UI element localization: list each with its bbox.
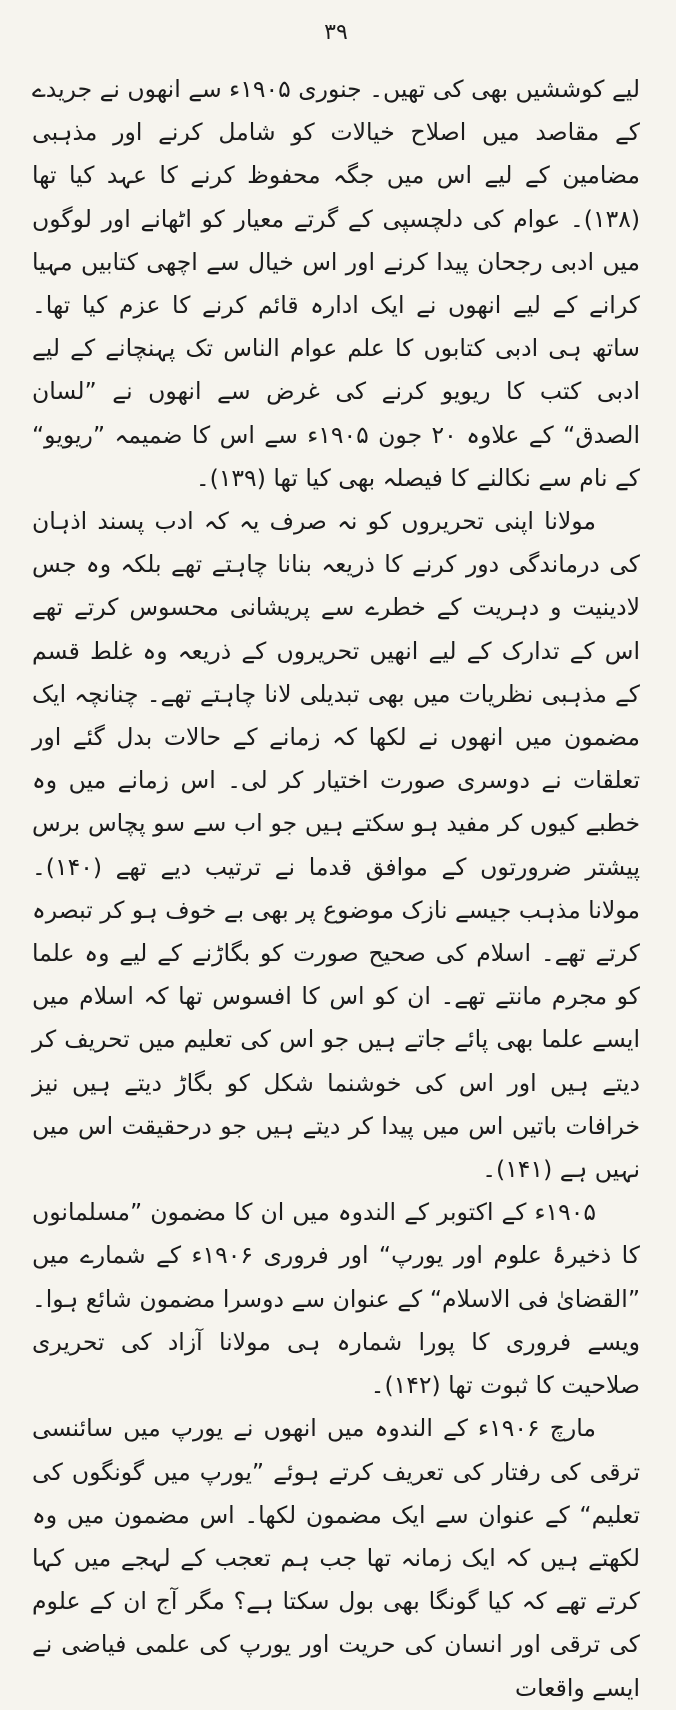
paragraph: مارچ ۱۹۰۶ء کے الندوہ میں انھوں نے یورپ میں سائنسی ترقی کی رفتار کی تعریف کرتے ہوئے ”یورپ میں گونگوں کی تعلیم“ کے عنوان سے ایک مضمون لکھا۔ اس مضمون میں وہ لکھتے ہیں کہ ایک زمانہ تھا جب ہم تعجب کے لہجے میں کہا کرتے تھے کہ کیا گونگا بھی بول سکتا ہے؟ مگر آج ان کے علوم کی ترقی اور انسان کی حریت اور یورپ کی علمی فیاضی نے ایسے واقعات — [32, 1414, 640, 1702]
page-number: ۳۹ — [324, 20, 348, 45]
paragraph: مولانا اپنی تحریروں کو نہ صرف یہ کہ ادب پسند اذہان کی درماندگی دور کرنے کا ذریعہ بنانا چاہتے تھے بلکہ وہ جس لادینیت و دہریت کے خطرے سے پریشانی محسوس کرتے تھے اس کے تدارک کے لیے انھیں تحریروں کے ذریعہ وہ غلط قسم کے مذہبی نظریات میں بھی تبدیلی لانا چاہتے تھے۔ چنانچہ ایک مضمون میں انھوں نے لکھا کہ زمانے کے حالات بدل گئے اور تعلقات نے دوسری صورت اختیار کر لی۔ اس زمانے میں وہ خطبے کیوں کر مفید ہو سکتے ہیں جو اب سے سو پچاس برس پیشتر ضرورتوں کے موافق قدما نے ترتیب دیے تھے (۱۴۰)۔ مولانا مذہب جیسے نازک موضوع پر بھی بے خوف ہو کر تبصرہ کرتے تھے۔ اسلام کی صحیح صورت کو بگاڑنے کے لیے وہ علما کو مجرم مانتے تھے۔ ان کو اس کا افسوس تھا کہ اسلام میں ایسے علما بھی پائے جاتے ہیں جو اس کی تعلیم میں تحریف کر دیتے ہیں اور اس کی خوشنما شکل کو بگاڑ دیتے ہیں نیز خرافات باتیں اس میں پیدا کر دیتے ہیں جو درحقیقت اس میں نہیں ہے (۱۴۱)۔ — [32, 507, 640, 1184]
paragraph: لیے کوششیں بھی کی تھیں۔ جنوری ۱۹۰۵ء سے انھوں نے جریدے کے مقاصد میں اصلاح خیالات کو شامل کرنے اور مذہبی مضامین کے لیے اس میں جگہ محفوظ کرنے کا عہد کیا تھا (۱۳۸)۔ عوام کی دلچسپی کے گرتے معیار کو اٹھانے اور لوگوں میں ادبی رجحان پیدا کرنے اور اس خیال سے اچھی کتابیں مہیا کرانے کے لیے انھوں نے ایک ادارہ قائم کرنے کا عزم کیا تھا۔ ساتھ ہی ادبی کتابوں کا علم عوام الناس تک پہنچانے کے لیے ادبی کتب کا ریویو کرنے کی غرض سے انھوں نے ”لسان الصدق“ کے علاوہ ۲۰ جون ۱۹۰۵ء سے اس کا ضمیمہ ”ریویو“ کے نام سے نکالنے کا فیصلہ بھی کیا تھا (۱۳۹)۔ — [32, 75, 640, 492]
body-text — [32, 68, 640, 1710]
paragraph: ۱۹۰۵ء کے اکتوبر کے الندوہ میں ان کا مضمون ”مسلمانوں کا ذخیرۂ علوم اور یورپ“ اور فروری ۱۹۰۶ء کے شمارے میں ”القضایٰ فی الاسلام“ کے عنوان سے دوسرا مضمون شائع ہوا۔ ویسے فروری کا پورا شمارہ ہی مولانا آزاد کی تحریری صلاحیت کا ثبوت تھا (۱۴۲)۔ — [32, 1198, 640, 1400]
